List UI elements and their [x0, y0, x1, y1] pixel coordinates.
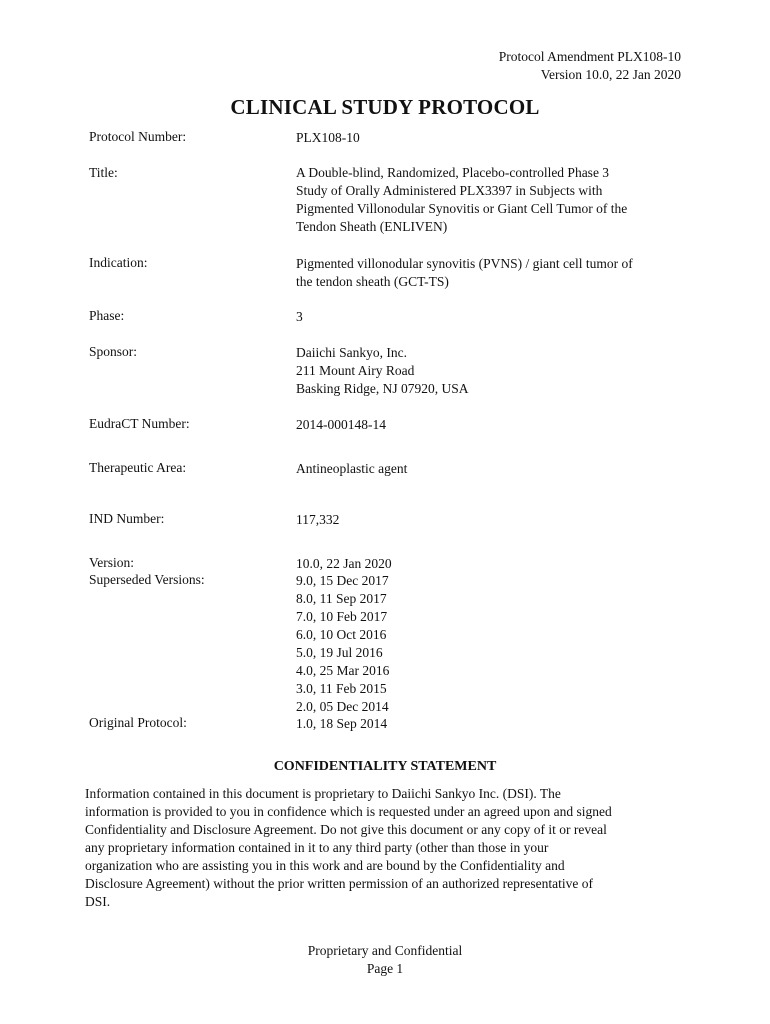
confidentiality-line: Disclosure Agreement) without the prior written permission of an authorized representative of: [85, 876, 593, 891]
title-value: [296, 164, 627, 236]
confidentiality-statement: [85, 785, 685, 911]
indication-value: [296, 255, 633, 291]
indication-line: Pigmented villonodular synovitis (PVNS) / giant cell tumor of: [296, 256, 633, 271]
superseded-version-item: 3.0, 11 Feb 2015: [296, 681, 387, 696]
superseded-version-item: 9.0, 15 Dec 2017: [296, 573, 389, 588]
title-line: Pigmented Villonodular Synovitis or Giant Cell Tumor of the: [296, 201, 628, 216]
superseded-version-item: 8.0, 11 Sep 2017: [296, 591, 387, 606]
confidentiality-line: organization who are assisting you in this work and are bound by the Confidentiality and: [85, 858, 565, 873]
superseded-version-item: 7.0, 10 Feb 2017: [296, 609, 388, 624]
protocol-number-label: Protocol Number:: [89, 129, 187, 144]
confidentiality-line: DSI.: [85, 894, 111, 909]
eudract-label: EudraCT Number:: [89, 416, 190, 431]
header-version: Version 10.0, 22 Jan 2020: [540, 67, 681, 82]
sponsor-line: 211 Mount Airy Road: [296, 363, 415, 378]
footer-proprietary: Proprietary and Confidential: [307, 943, 463, 958]
superseded-version-item: 2.0, 05 Dec 2014: [296, 699, 389, 714]
version-value: 10.0, 22 Jan 2020: [296, 556, 392, 571]
therapeutic-area-label: Therapeutic Area:: [89, 460, 187, 475]
sponsor-value: [296, 344, 469, 398]
indication-line: the tendon sheath (GCT-TS): [296, 274, 449, 289]
confidentiality-line: Information contained in this document is proprietary to Daiichi Sankyo Inc. (DSI). The: [85, 786, 561, 801]
protocol-number-value: PLX108-10: [296, 130, 360, 145]
page-footer: [0, 942, 770, 978]
document-header: [499, 48, 681, 84]
sponsor-line: Basking Ridge, NJ 07920, USA: [296, 381, 469, 396]
confidentiality-line: any proprietary information contained in it to any third party (other than those in your: [85, 840, 549, 855]
confidentiality-heading: CONFIDENTIALITY STATEMENT: [273, 759, 497, 774]
ind-number-label: IND Number:: [89, 511, 165, 526]
original-protocol-label: Original Protocol:: [89, 715, 187, 730]
document-title: CLINICAL STUDY PROTOCOL: [230, 95, 540, 119]
ind-number-value: 117,332: [296, 512, 340, 527]
confidentiality-line: information is provided to you in confidence which is requested under an agreed upon and signed: [85, 804, 612, 819]
title-line: Tendon Sheath (ENLIVEN): [296, 219, 448, 234]
superseded-version-item: 4.0, 25 Mar 2016: [296, 663, 390, 678]
phase-label: Phase:: [89, 308, 125, 323]
version-label: Version:: [89, 555, 134, 570]
original-protocol-value: 1.0, 18 Sep 2014: [296, 716, 388, 731]
page-number: Page 1: [366, 961, 404, 976]
superseded-versions-label: Superseded Versions:: [89, 572, 205, 587]
superseded-versions-list: [296, 572, 389, 716]
eudract-value: 2014-000148-14: [296, 417, 386, 432]
header-protocol-amendment: Protocol Amendment PLX108-10: [498, 49, 681, 64]
superseded-version-item: 5.0, 19 Jul 2016: [296, 645, 383, 660]
indication-label: Indication:: [89, 255, 148, 270]
confidentiality-line: Confidentiality and Disclosure Agreement. Do not give this document or any copy of it or reveal: [85, 822, 607, 837]
sponsor-label: Sponsor:: [89, 344, 138, 359]
title-line: A Double-blind, Randomized, Placebo-controlled Phase 3: [296, 165, 610, 180]
title-label: Title:: [89, 165, 118, 180]
phase-value: 3: [296, 309, 303, 324]
superseded-version-item: 6.0, 10 Oct 2016: [296, 627, 387, 642]
sponsor-line: Daiichi Sankyo, Inc.: [296, 345, 407, 360]
title-line: Study of Orally Administered PLX3397 in Subjects with: [296, 183, 603, 198]
therapeutic-area-value: Antineoplastic agent: [296, 461, 408, 476]
